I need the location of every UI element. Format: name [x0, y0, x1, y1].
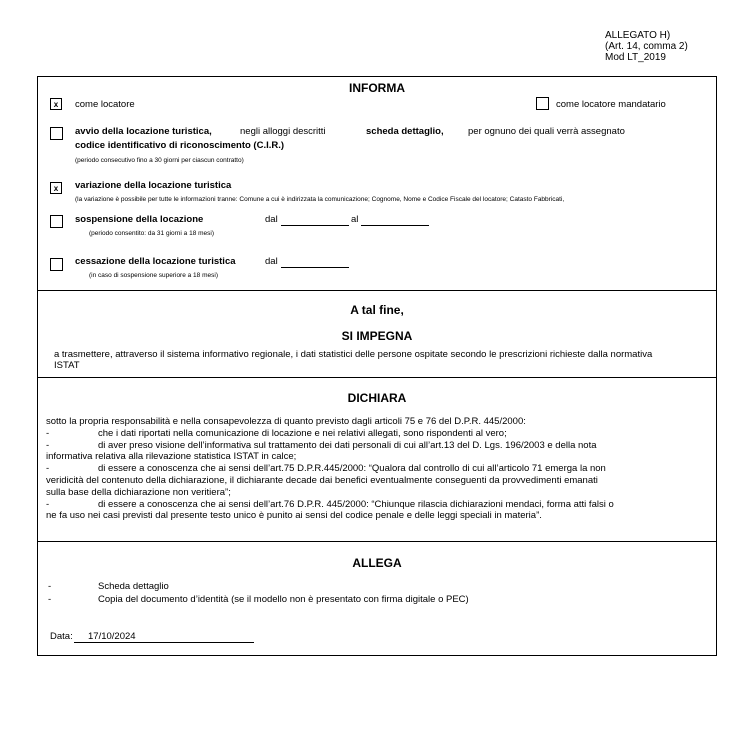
dichiara-dash-1: - — [46, 428, 50, 439]
allega-dash-1: - — [48, 581, 52, 592]
data-label: Data: — [50, 631, 73, 642]
sospensione-label: sospensione della locazione — [75, 214, 204, 225]
dichiara-dash-4: - — [46, 499, 50, 510]
allega-section — [37, 541, 717, 656]
sospensione-dal-field[interactable] — [281, 215, 349, 226]
mandatario-checkbox[interactable] — [536, 97, 549, 110]
dichiara-item-3c: sulla base della dichiarazione non veritiera”; — [46, 487, 231, 498]
cir-label: codice identificativo di riconoscimento (C.I.R.) — [75, 140, 285, 151]
data-field[interactable] — [74, 631, 254, 643]
dichiara-dash-3: - — [46, 463, 50, 474]
data-value: 17/10/2024 — [88, 631, 136, 642]
dichiara-item-4a: di essere a conoscenza che ai sensi dell’art.76 D.P.R. 445/2000: “Chiunque rilascia dichiarazioni mendaci, forma atti falsi o — [98, 499, 614, 510]
locatore-label: come locatore — [75, 99, 135, 110]
locatore-checkbox[interactable]: x — [50, 98, 62, 110]
sospensione-note: (periodo consentito: da 31 giorni a 18 mesi) — [89, 230, 215, 237]
sospensione-checkbox[interactable] — [50, 215, 63, 228]
informa-title: INFORMA — [349, 81, 405, 95]
variazione-label: variazione della locazione turistica — [75, 180, 232, 191]
variazione-note: (la variazione è possibile per tutte le informazioni tranne: Comune a cui è indirizzata la comunicazione; Cognome, Nome e Codice Fiscale del locatore; Catasto Fabbricati, — [75, 196, 565, 203]
mandatario-label: come locatore mandatario — [556, 99, 666, 110]
allegato-label: ALLEGATO H) — [605, 30, 671, 41]
cessazione-checkbox[interactable] — [50, 258, 63, 271]
dichiara-item-2b: informativa relativa alla rilevazione statistica ISTAT in calce; — [46, 451, 297, 462]
allega-item-scheda: Scheda dettaglio — [98, 581, 169, 592]
dichiara-section — [37, 377, 717, 542]
impegna-text-line-2: ISTAT — [54, 360, 80, 371]
avvio-tail-text: per ognuno dei quali verrà assegnato — [468, 126, 625, 137]
dichiara-item-3a: di essere a conoscenza che ai sensi dell’art.75 D.P.R.445/2000: “Qualora dal controllo di cui all’articolo 71 emerga la non — [98, 463, 606, 474]
model-code: Mod LT_2019 — [605, 52, 666, 63]
cessazione-note: (in caso di sospensione superiore a 18 mesi) — [89, 272, 218, 279]
dichiara-item-3b: veridicità del contenuto della dichiarazione, il dichiarante decade dai benefici eventualmente conseguenti da provvedimenti emanati — [46, 475, 598, 486]
dichiara-dash-2: - — [46, 440, 50, 451]
document-header — [605, 30, 688, 63]
allega-dash-2: - — [48, 594, 52, 605]
dichiara-intro: sotto la propria responsabilità e nella consapevolezza di quanto previsto dagli articoli 75 e 76 del D.P.R. 445/2000: — [46, 416, 526, 427]
avvio-note: (periodo consecutivo fino a 30 giorni per ciascun contratto) — [75, 157, 244, 164]
informa-section — [37, 76, 717, 291]
dichiara-item-4b: ne fa uso nei casi previsti dal presente testo unico è punito ai sensi del codice penale e delle leggi speciali in materia”. — [46, 510, 542, 521]
cessazione-dal-label: dal — [265, 256, 278, 267]
impegna-title-1: A tal fine, — [350, 303, 404, 317]
dichiara-item-2a: di aver preso visione dell’informativa sul trattamento dei dati personali di cui all’art.13 del D. Lgs. 196/2003 e della nota — [98, 440, 597, 451]
sospensione-al-label: al — [351, 214, 359, 225]
dichiara-item-1: che i dati riportati nella comunicazione di locazione e nei relativi allegati, sono rispondenti al vero; — [98, 428, 507, 439]
allega-item-documento: Copia del documento d’identità (se il modello non è presentato con firma digitale o PEC) — [98, 594, 469, 605]
dichiara-title: DICHIARA — [347, 391, 407, 405]
cessazione-label: cessazione della locazione turistica — [75, 256, 236, 267]
impegna-text-line-1: a trasmettere, attraverso il sistema informativo regionale, i dati statistici delle persone ospitate secondo le prescrizioni richieste dalla normativa — [54, 349, 653, 360]
avvio-checkbox[interactable] — [50, 127, 63, 140]
impegna-section — [37, 290, 717, 378]
article-reference: (Art. 14, comma 2) — [605, 41, 688, 52]
avvio-mid-text: negli alloggi descritti — [240, 126, 326, 137]
variazione-checkbox[interactable]: x — [50, 182, 62, 194]
sospensione-dal-label: dal — [265, 214, 278, 225]
cessazione-dal-field[interactable] — [281, 257, 349, 268]
scheda-dettaglio-text: scheda dettaglio, — [366, 126, 444, 137]
allega-title: ALLEGA — [352, 556, 402, 570]
avvio-label: avvio della locazione turistica, — [75, 126, 212, 137]
impegna-title-2: SI IMPEGNA — [341, 329, 413, 343]
sospensione-al-field[interactable] — [361, 215, 429, 226]
